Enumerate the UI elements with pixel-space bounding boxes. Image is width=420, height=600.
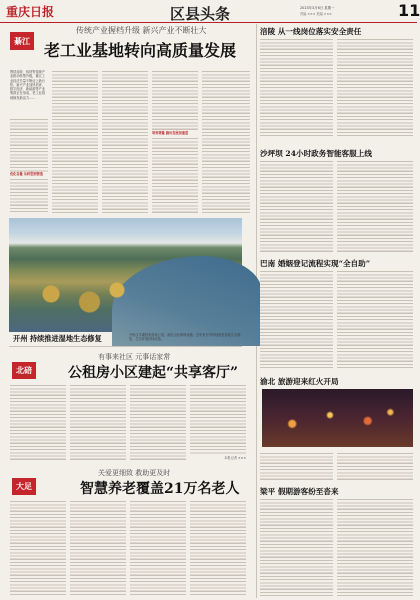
photo-note: 开州汉丰湖国家湿地公园，湖光山色相映成趣。近年来开州持续推进湿地生态修复，生态环境持续改善。 [129, 333, 241, 342]
text-block [10, 178, 48, 214]
right-story-heading: 渝北 旅游迎来红火开局 [260, 377, 339, 386]
issue-date: 2023年3月6日 星期一 [300, 6, 335, 10]
wetland-photo [9, 218, 242, 332]
text-block [337, 270, 413, 370]
beibei-kicker: 有事来社区 元事话家常 [98, 353, 171, 361]
text-block [260, 452, 333, 480]
beibei-headline: 公租房小区建起“共享客厅” [68, 365, 239, 381]
editor-credit: 责编 ××× 美编 ××× [300, 12, 332, 16]
text-block [260, 160, 333, 252]
beibei-author: 本报记者 ××× [224, 456, 246, 460]
district-tag: 綦江 [10, 32, 34, 50]
right-story-heading: 梁平 假期游客纷至沓来 [260, 487, 339, 496]
right-story-heading: 沙坪坝 24小时政务智能客服上线 [260, 149, 372, 158]
lead-kicker: 传统产业握档升级 新兴产业不断壮大 [76, 26, 207, 35]
text-block [10, 500, 66, 596]
district-tag: 大足 [12, 478, 36, 495]
text-block [337, 498, 413, 596]
text-block [70, 500, 126, 596]
text-block [10, 118, 48, 172]
lead-intro: 围绕齿轮、铝材等传统产业推动转型升级，綦江工业经济总量不断迈上新台阶。新兴产业加快培育，数字经济、新能源等产业集群正在形成，老工业基地焕发新活力…… [10, 70, 46, 100]
text-block [337, 38, 413, 138]
text-block [102, 70, 148, 214]
text-block [152, 137, 198, 214]
masthead [0, 0, 420, 23]
text-block [152, 70, 198, 130]
dazu-kicker: 关爱更细致 救助更及时 [98, 469, 171, 477]
text-block [52, 70, 98, 214]
text-block [260, 38, 333, 138]
text-block [130, 384, 186, 460]
islands-shape [29, 278, 139, 318]
page-number: 11 [398, 1, 420, 20]
text-block [190, 384, 246, 454]
dazu-headline: 智慧养老覆盖21万名老人 [80, 481, 240, 497]
photo-caption-bar [9, 332, 242, 347]
text-block [260, 498, 333, 596]
section-title: 区县头条 [170, 5, 231, 23]
newspaper-logo: 重庆日报 [6, 5, 55, 19]
text-block [337, 160, 413, 252]
text-block [70, 384, 126, 460]
text-block [260, 270, 333, 370]
district-tag: 北碚 [12, 362, 36, 379]
text-block [10, 384, 66, 460]
right-story-heading: 涪陵 从一线岗位落实安全责任 [260, 27, 362, 36]
text-block [202, 70, 250, 214]
text-block [337, 452, 413, 480]
lead-subhead-2: 培育增量 跑出发展加速度 [152, 131, 189, 135]
lead-subhead: 优化存量 从转型到智造 [10, 172, 43, 176]
text-block [130, 500, 186, 596]
text-block [190, 500, 246, 596]
lead-headline: 老工业基地转向高质量发展 [44, 41, 237, 60]
night-lantern-photo [262, 389, 413, 447]
right-story-heading: 巴南 婚姻登记流程实现“全自助” [260, 259, 371, 268]
photo-caption: 开州 持续推进湿地生态修复 [13, 334, 102, 343]
